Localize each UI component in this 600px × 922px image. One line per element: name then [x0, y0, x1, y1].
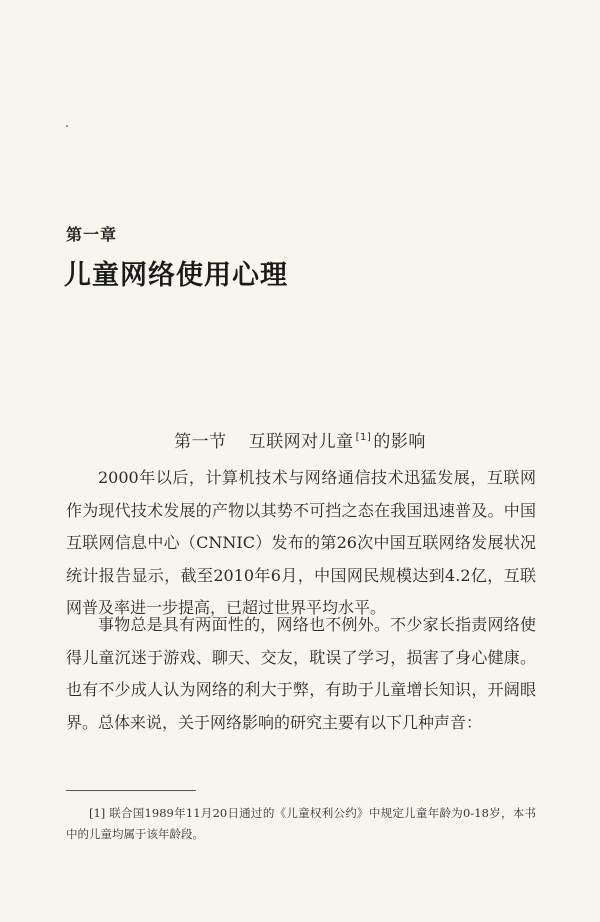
footnote-divider: [66, 790, 196, 791]
print-speck: [66, 125, 68, 127]
chapter-title: 儿童网络使用心理: [64, 260, 288, 291]
section-heading: [0, 427, 600, 452]
chapter-label: 第一章: [66, 225, 118, 244]
paragraph: 2000年以后，计算机技术与网络通信技术迅猛发展，互联网作为现代技术发展的产物以其势不可挡之态在我国迅速普及。中国互联网信息中心（CNNIC）发布的第26次中国互联网络发展状况统计报告显示，截至2010年6月，中国网民规模达到4.2亿，互联网普及率进一步提高，已超过世界平均水平。: [66, 468, 536, 617]
paragraph: 事物总是具有两面性的，网络也不例外。不少家长指责网络使得儿童沉迷于游戏、聊天、交友，耽误了学习，损害了身心健康。也有不少成人认为网络的利大于弊，有助于儿童增长知识，开阔眼界。总体来说，关于网络影响的研究主要有以下几种声音：: [66, 615, 536, 732]
section-title: 互联网对儿童: [248, 432, 354, 452]
footnote: [1] 联合国1989年11月20日通过的《儿童权利公约》中规定儿童年龄为0-18岁，本书中的儿童均属于该年龄段。: [66, 806, 536, 841]
section-title-end: 的影响: [373, 432, 426, 452]
section-number: 第一节: [174, 432, 227, 452]
footnote-marker: [1]: [355, 432, 372, 443]
